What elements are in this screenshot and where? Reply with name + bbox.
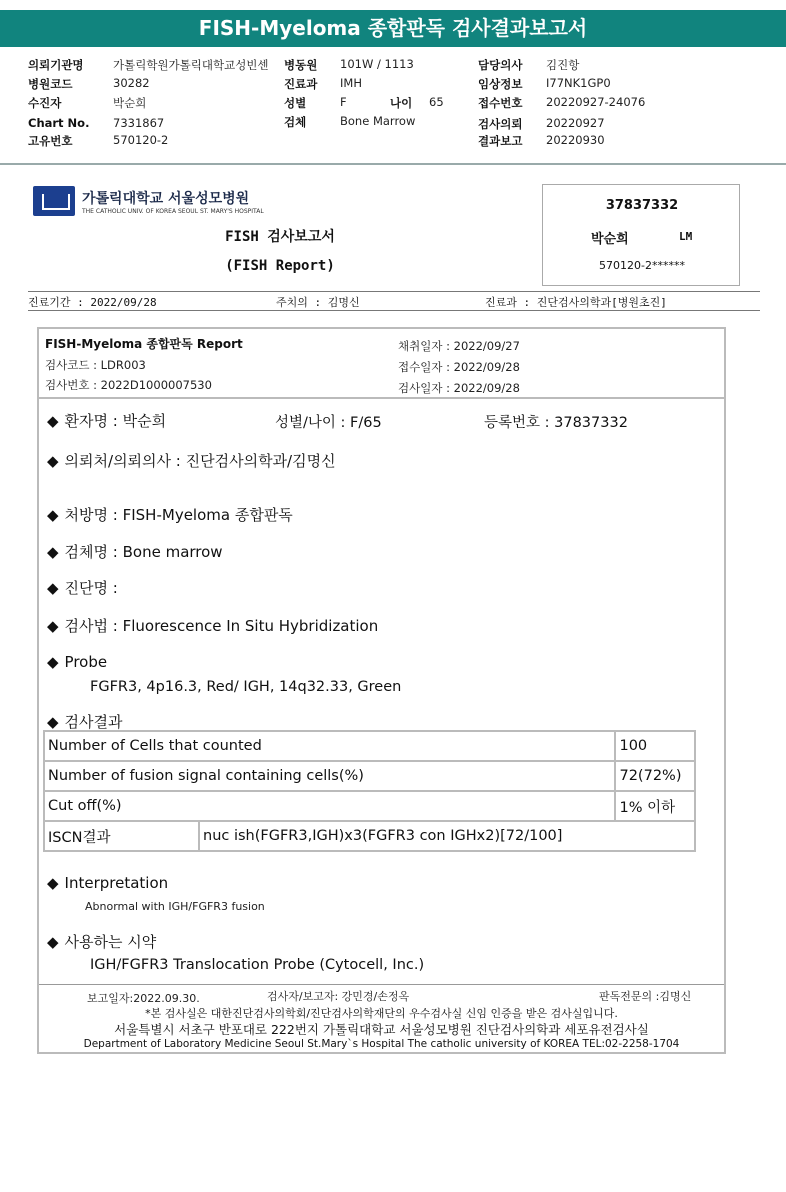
visit-period: 진료기간 : 2022/09/28 xyxy=(28,296,157,309)
value-patient: 박순희 xyxy=(113,96,147,110)
interpretation-detail: Abnormal with IGH/FGFR3 fusion xyxy=(85,900,265,913)
diamond-icon: ◆ xyxy=(47,617,59,635)
section-diagnosis: ◆ 진단명 : xyxy=(47,579,118,597)
report-header-divider xyxy=(39,397,724,399)
diamond-icon: ◆ xyxy=(47,452,59,470)
report-footer-divider xyxy=(39,984,724,985)
value-request-date: 20220927 xyxy=(546,116,605,130)
value-age: 65 xyxy=(429,95,444,109)
visit-department: 진료과 : 진단검사의학과[병원초진] xyxy=(485,296,667,309)
diamond-icon: ◆ xyxy=(47,579,59,597)
value-report-date: 20220930 xyxy=(546,133,605,147)
table-row xyxy=(44,731,695,761)
patient-name: 박순희 xyxy=(591,232,629,247)
value-receipt-no: 20220927-24076 xyxy=(546,95,646,109)
label-doctor: 담당의사 xyxy=(478,58,523,72)
hospital-name-english: THE CATHOLIC UNIV. OF KOREA SEOUL ST. MARY'S HOSPITAL xyxy=(82,208,264,215)
patient-reg-no: 570120-2****** xyxy=(599,259,685,272)
test-number: 검사번호 : 2022D1000007530 xyxy=(45,378,212,392)
section-patient-name: ◆ 환자명 : 박순희 xyxy=(47,412,167,430)
header-divider xyxy=(0,163,786,165)
hospital-name: 가톨릭대학교 서울성모병원 xyxy=(82,191,250,207)
section-interpretation: ◆ Interpretation xyxy=(47,874,169,892)
label-report-date: 결과보고 xyxy=(478,134,523,148)
patient-code: LM xyxy=(679,230,693,243)
collection-date: 채취일자 : 2022/09/27 xyxy=(398,339,520,353)
iscn-label: ISCN결과 xyxy=(44,821,199,851)
result-value: 72(72%) xyxy=(615,761,695,791)
diamond-icon: ◆ xyxy=(47,653,59,671)
value-clinical-info: I77NK1GP0 xyxy=(546,76,611,90)
label-unique-no: 고유번호 xyxy=(28,134,73,148)
test-code: 검사코드 : LDR003 xyxy=(45,358,146,372)
diamond-icon: ◆ xyxy=(47,543,59,561)
reading-physician: 판독전문의 :김명신 xyxy=(599,990,692,1003)
value-chart-no: 7331867 xyxy=(113,116,165,130)
report-body xyxy=(37,327,726,1054)
patient-id: 37837332 xyxy=(605,198,679,213)
tester-reporter: 검사자/보고자: 강민경/손정옥 xyxy=(267,990,410,1003)
label-receipt-no: 접수번호 xyxy=(478,96,523,110)
result-value: 1% 이하 xyxy=(615,791,695,821)
report-title-english: (FISH Report) xyxy=(225,258,335,274)
table-row xyxy=(44,791,695,821)
iscn-value: nuc ish(FGFR3,IGH)x3(FGFR3 con IGHx2)[72/100] xyxy=(199,821,695,851)
label-ward: 병동원 xyxy=(284,58,318,72)
result-value: 100 xyxy=(615,731,695,761)
section-probe: ◆ Probe xyxy=(47,653,108,671)
visit-doctor: 주치의 : 김명신 xyxy=(276,296,360,309)
label-institution: 의뢰기관명 xyxy=(28,58,84,72)
section-reg-no: 등록번호 : 37837332 xyxy=(484,415,628,431)
label-sex: 성별 xyxy=(284,96,307,110)
value-doctor: 김진항 xyxy=(546,58,580,72)
section-specimen: ◆ 검체명 : Bone marrow xyxy=(47,543,223,561)
value-ward: 101W / 1113 xyxy=(340,57,414,71)
report-date: 보고일자:2022.09.30. xyxy=(87,992,200,1005)
receipt-date: 접수일자 : 2022/09/28 xyxy=(398,360,520,374)
test-date: 검사일자 : 2022/09/28 xyxy=(398,381,520,395)
label-hospital-code: 병원코드 xyxy=(28,77,73,91)
label-department: 진료과 xyxy=(284,77,318,91)
hospital-logo-icon xyxy=(33,186,75,216)
result-table xyxy=(43,730,696,852)
value-hospital-code: 30282 xyxy=(113,76,150,90)
diamond-icon: ◆ xyxy=(47,713,59,731)
label-patient: 수진자 xyxy=(28,96,62,110)
table-row xyxy=(44,761,695,791)
section-prescription: ◆ 처방명 : FISH-Myeloma 종합판독 xyxy=(47,506,293,524)
label-specimen: 검체 xyxy=(284,115,307,129)
diamond-icon: ◆ xyxy=(47,506,59,524)
diamond-icon: ◆ xyxy=(47,412,59,430)
result-label: Cut off(%) xyxy=(44,791,615,821)
certification-notice: *본 검사실은 대한진단검사의학회/진단검사의학재단의 우수검사실 신임 인증을 받은 검사실입니다. xyxy=(145,1007,618,1020)
lab-english-info: Department of Laboratory Medicine Seoul St.Mary`s Hospital The catholic university of KOREA TEL:02-2258-1704 xyxy=(83,1038,680,1050)
value-unique-no: 570120-2 xyxy=(113,133,169,147)
label-chart-no: Chart No. xyxy=(28,116,90,130)
diamond-icon: ◆ xyxy=(47,874,59,892)
value-institution: 가톨릭학원가톨릭대학교성빈센 xyxy=(113,58,269,72)
section-method: ◆ 검사법 : Fluorescence In Situ Hybridization xyxy=(47,617,379,635)
visit-divider-bottom xyxy=(28,310,760,311)
document-title: FISH-Myeloma 종합판독 검사결과보고서 xyxy=(0,10,786,47)
table-row xyxy=(44,821,695,851)
section-sex-age: 성별/나이 : F/65 xyxy=(275,415,382,431)
patient-box xyxy=(542,184,740,286)
reagent-detail: IGH/FGFR3 Translocation Probe (Cytocell, Inc.) xyxy=(90,957,425,973)
report-name: FISH-Myeloma 종합판독 Report xyxy=(45,337,243,351)
result-label: Number of fusion signal containing cells(%) xyxy=(44,761,615,791)
visit-divider-top xyxy=(28,291,760,292)
label-clinical-info: 임상정보 xyxy=(478,77,523,91)
report-title: FISH 검사보고서 xyxy=(225,229,335,245)
section-result: ◆ 검사결과 xyxy=(47,713,123,731)
lab-address: 서울특별시 서초구 반포대로 222번지 가톨릭대학교 서울성모병원 진단검사의학과 세포유전검사실 xyxy=(114,1022,649,1037)
diamond-icon: ◆ xyxy=(47,933,59,951)
value-specimen: Bone Marrow xyxy=(340,114,416,128)
value-department: IMH xyxy=(340,76,362,90)
result-label: Number of Cells that counted xyxy=(44,731,615,761)
label-request-date: 검사의뢰 xyxy=(478,117,523,131)
section-requester: ◆ 의뢰처/의뢰의사 : 진단검사의학과/김명신 xyxy=(47,452,336,470)
value-sex: F xyxy=(340,95,347,109)
request-header xyxy=(0,54,786,150)
label-age: 나이 xyxy=(390,96,413,110)
section-reagent: ◆ 사용하는 시약 xyxy=(47,933,157,951)
probe-detail: FGFR3, 4p16.3, Red/ IGH, 14q32.33, Green xyxy=(90,679,402,695)
